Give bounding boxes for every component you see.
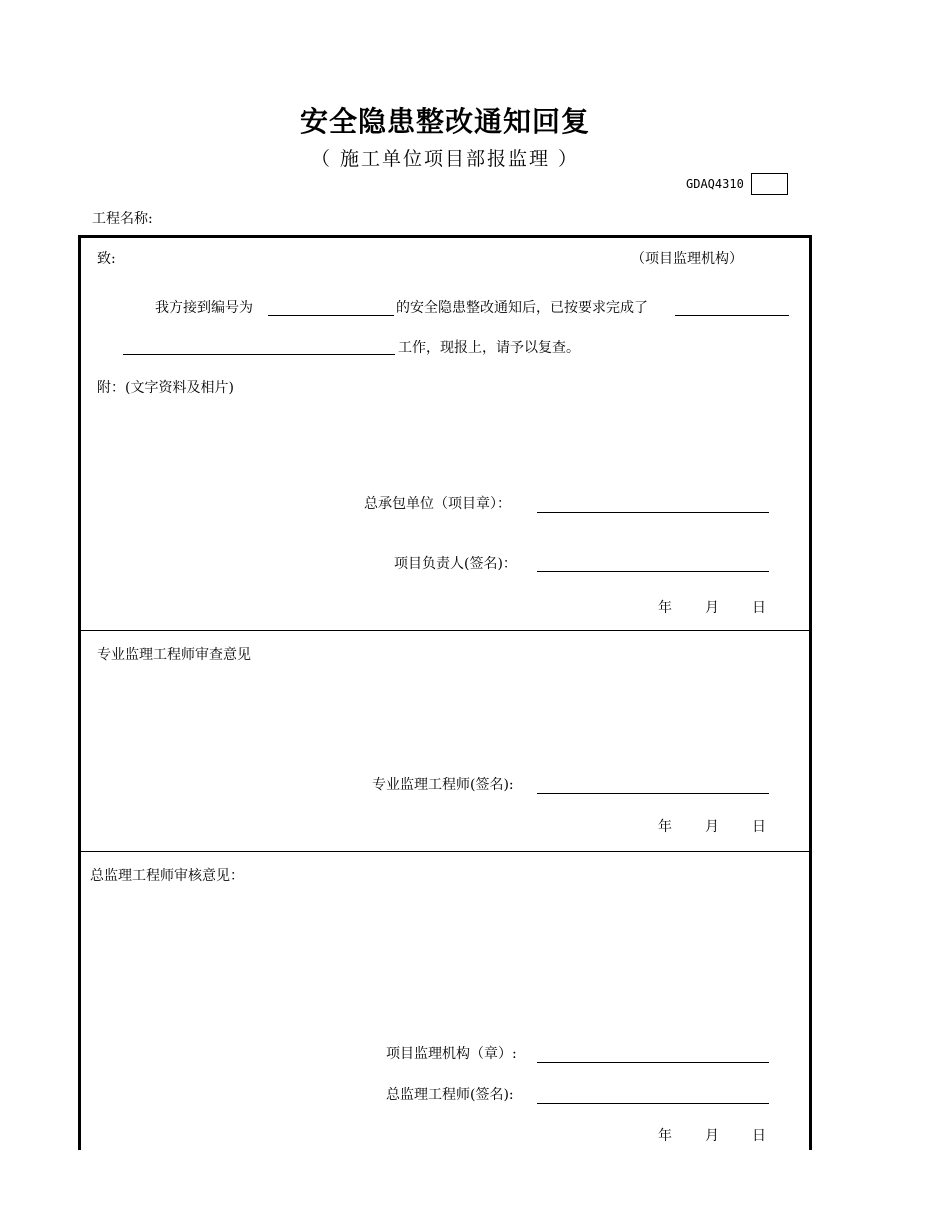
day-label: 日 bbox=[752, 600, 766, 616]
contractor-stamp-label: 总承包单位（项目章）： bbox=[364, 496, 511, 512]
notice-line1-middle: 的安全隐患整改通知后，已按要求完成了 bbox=[396, 300, 648, 316]
month-label: 月 bbox=[705, 1128, 719, 1144]
to-label: 致: bbox=[97, 251, 116, 267]
notice-line2-suffix: 工作，现报上，请予以复查。 bbox=[398, 340, 580, 356]
page-title: 安全隐患整改通知回复 bbox=[299, 105, 590, 138]
contractor-stamp-field[interactable] bbox=[537, 512, 769, 513]
engineer-signature-field[interactable] bbox=[537, 793, 769, 794]
attachment-label: 附：(文字资料及相片) bbox=[97, 380, 234, 396]
form-code: GDAQ4310 bbox=[686, 177, 744, 191]
org-stamp-field[interactable] bbox=[537, 1062, 769, 1063]
supervision-org-label: （项目监理机构） bbox=[631, 251, 743, 267]
org-stamp-label: 项目监理机构（章）: bbox=[386, 1046, 517, 1062]
completed-work-field-2[interactable] bbox=[123, 354, 395, 355]
section-divider bbox=[81, 630, 809, 631]
year-label: 年 bbox=[658, 600, 672, 616]
project-name-label: 工程名称: bbox=[92, 211, 153, 227]
completed-work-field[interactable] bbox=[675, 315, 789, 316]
project-manager-signature-field[interactable] bbox=[537, 571, 769, 572]
engineer-review-title: 专业监理工程师审查意见 bbox=[97, 647, 251, 663]
notice-number-field[interactable] bbox=[268, 315, 394, 316]
form-frame bbox=[78, 235, 812, 1150]
day-label: 日 bbox=[752, 1128, 766, 1144]
section-divider bbox=[81, 851, 809, 852]
chief-signature-field[interactable] bbox=[537, 1103, 769, 1104]
day-label: 日 bbox=[752, 819, 766, 835]
engineer-signature-label: 专业监理工程师(签名): bbox=[372, 777, 514, 793]
year-label: 年 bbox=[658, 1128, 672, 1144]
form-code-box[interactable] bbox=[751, 173, 788, 195]
notice-line1-prefix: 我方接到编号为 bbox=[155, 300, 253, 316]
chief-review-title: 总监理工程师审核意见： bbox=[90, 868, 244, 884]
project-manager-label: 项目负责人(签名)： bbox=[394, 556, 517, 572]
month-label: 月 bbox=[705, 819, 719, 835]
month-label: 月 bbox=[705, 600, 719, 616]
page-subtitle: （ 施工单位项目部报监理 ） bbox=[310, 148, 580, 170]
year-label: 年 bbox=[658, 819, 672, 835]
chief-signature-label: 总监理工程师(签名): bbox=[386, 1087, 514, 1103]
